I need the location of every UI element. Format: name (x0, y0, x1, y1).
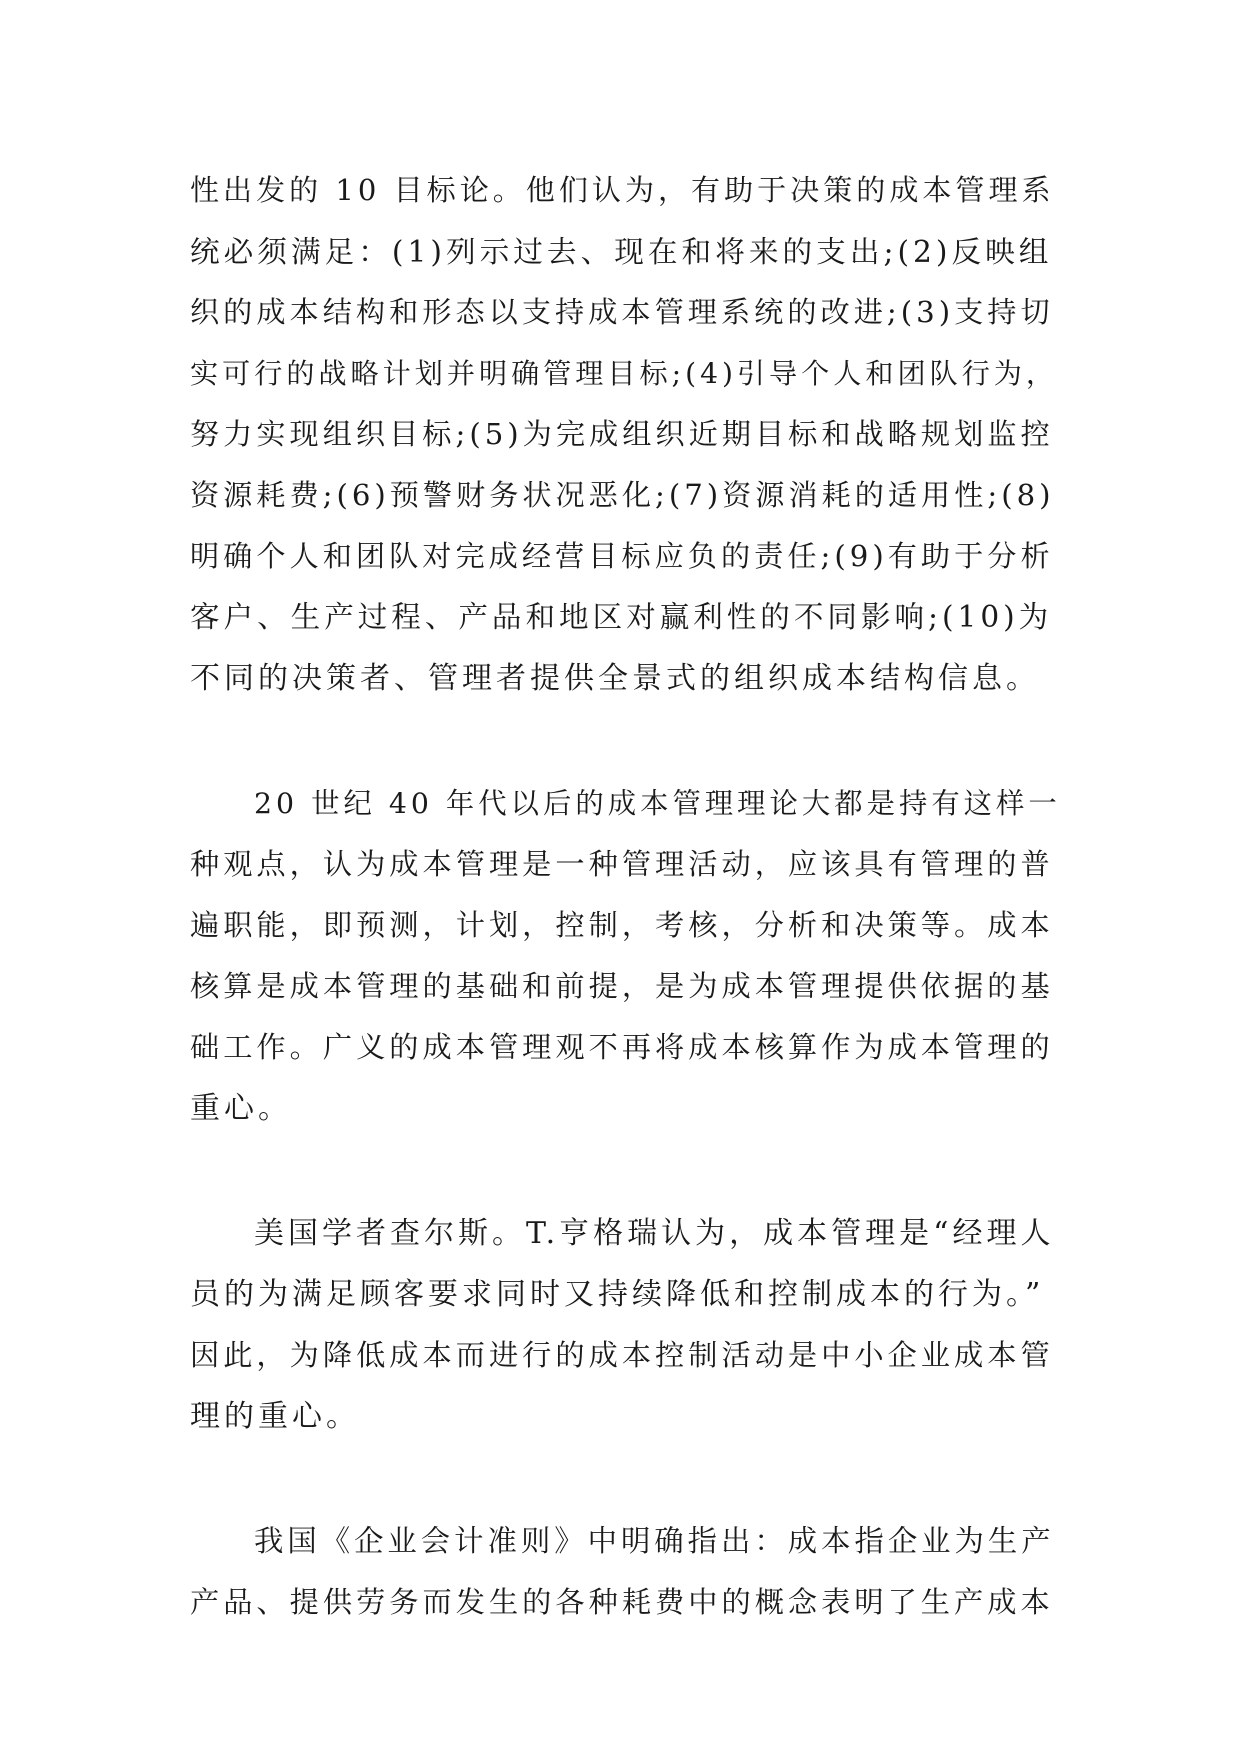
text-line: 遍职能，即预测，计划，控制，考核，分析和决策等。成本 (190, 908, 1054, 942)
paragraph-cost-management-goals (190, 160, 1060, 709)
text-line: 理的重心。 (190, 1399, 360, 1434)
text-line: 我国《企业会计准则》中明确指出：成本指企业为生产 (254, 1524, 1055, 1558)
text-line: 明确个人和团队对完成经营目标应负的责任;(9)有助于分析 (190, 539, 1054, 573)
text-line: 客户、生产过程、产品和地区对赢利性的不同影响;(10)为 (190, 600, 1053, 634)
text-line: 美国学者查尔斯。T.亨格瑞认为，成本管理是“经理人 (254, 1216, 1055, 1251)
text-line: 种观点，认为成本管理是一种管理活动，应该具有管理的普 (190, 847, 1054, 881)
text-line: 实可行的战略计划并明确管理目标;(4)引导个人和团队行为， (190, 357, 1059, 390)
text-line: 20 世纪 40 年代以后的成本管理理论大都是持有这样一 (254, 787, 1061, 820)
text-line: 产品、提供劳务而发生的各种耗费中的概念表明了生产成本 (190, 1585, 1054, 1619)
paragraph-accounting-standards (190, 1511, 1060, 1633)
text-line: 核算是成本管理的基础和前提，是为成本管理提供依据的基 (190, 969, 1054, 1003)
text-line: 统必须满足：(1)列示过去、现在和将来的支出;(2)反映组 (190, 234, 1053, 269)
text-line: 织的成本结构和形态以支持成本管理系统的改进;(3)支持切 (190, 295, 1054, 329)
document-page (190, 160, 1060, 1633)
text-line: 员的为满足顾客要求同时又持续降低和控制成本的行为。” (190, 1277, 1045, 1312)
text-line: 资源耗费;(6)预警财务状况恶化;(7)资源消耗的适用性;(8) (190, 478, 1055, 512)
text-line: 努力实现组织目标;(5)为完成组织近期目标和战略规划监控 (190, 417, 1054, 451)
paragraph-horngren-view (190, 1203, 1060, 1447)
text-line: 性出发的 10 目标论。他们认为，有助于决策的成本管理系 (190, 173, 1055, 207)
paragraph-1940s-theory (190, 773, 1060, 1139)
text-line: 不同的决策者、管理者提供全景式的组织成本结构信息。 (190, 661, 1040, 696)
text-line: 础工作。广义的成本管理观不再将成本核算作为成本管理的 (190, 1030, 1054, 1064)
text-line: 因此，为降低成本而进行的成本控制活动是中小企业成本管 (190, 1338, 1054, 1372)
text-line: 重心。 (190, 1091, 292, 1126)
